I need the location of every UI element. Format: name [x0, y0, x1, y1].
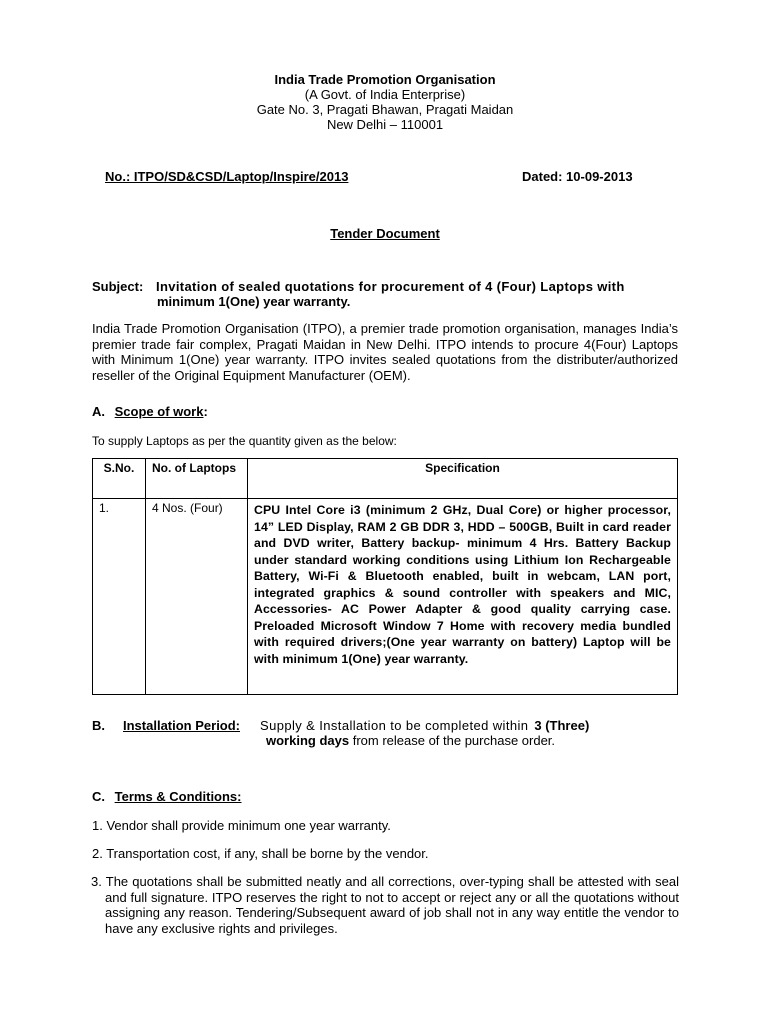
document-title: Tender Document — [330, 226, 440, 241]
header-sno: S.No. — [93, 459, 146, 499]
subject-line-1: Invitation of sealed quotations for procurement of 4 (Four) Laptops with — [156, 279, 625, 294]
terms-item-3-text: 3. The quotations shall be submitted neatly and all corrections, over-typing shall be attested with seal and full signature. ITPO reserves the right to not to accept or reject any or all the quotations without assigning any reason. Tendering/Subsequent award of job shall not in any way entitle the vendor to have any exclusive rights and privileges. — [91, 874, 679, 936]
section-c-title: Terms & Conditions: — [114, 789, 242, 804]
cell-qty: 4 Nos. (Four) — [146, 499, 248, 695]
section-a-lead: To supply Laptops as per the quantity given as the below: — [92, 434, 397, 448]
terms-item-2: 2. Transportation cost, if any, shall be borne by the vendor. — [92, 846, 429, 861]
section-c-letter: C. — [92, 789, 105, 804]
cell-spec — [248, 499, 678, 695]
subject-line-2: minimum 1(One) year warranty. — [157, 294, 351, 309]
intro-paragraph: India Trade Promotion Organisation (ITPO), a premier trade promotion organisation, manages India’s premier trade fair complex, Pragati Maidan in New Delhi. ITPO intends to procure 4(Four) Laptops with Minimum 1(One) year warranty. ITPO invites sealed quotations from the distributer/authorized reseller of the Original Equipment Manufacturer (OEM). — [92, 321, 678, 383]
section-b-duration: 3 (Three) — [534, 718, 590, 733]
reference-number: No.: ITPO/SD&CSD/Laptop/Inspire/2013 — [105, 169, 349, 184]
subject-label: Subject: — [92, 279, 144, 294]
section-c-heading — [92, 789, 242, 804]
header-specification: Specification — [248, 459, 678, 499]
table-row — [93, 499, 678, 695]
section-b-text-1: Supply & Installation to be completed within — [260, 718, 529, 733]
org-name: India Trade Promotion Organisation — [274, 72, 496, 87]
table-header-row — [93, 459, 678, 499]
reference-date: Dated: 10-09-2013 — [522, 169, 633, 184]
specification-table — [92, 458, 678, 695]
section-b — [92, 718, 682, 748]
section-b-text-2: from release of the purchase order. — [352, 733, 556, 748]
terms-item-1: 1. Vendor shall provide minimum one year warranty. — [92, 818, 391, 833]
org-subtitle: (A Govt. of India Enterprise) — [304, 87, 466, 102]
spec-text: CPU Intel Core i3 (minimum 2 GHz, Dual Core) or higher processor, 14” LED Display, RAM 2 GB DDR 3, HDD – 500GB, Built in card reader and DVD writer, Battery backup- minimum 4 Hrs. Battery Backup under standard working conditions using Lithium Ion Rechargeable Battery, Wi-Fi & Bluetooth enabled, built in webcam, LAN port, integrated graphics & sound controller with speakers and MIC, Accessories- AC Power Adapter & good quality carrying case. Preloaded Microsoft Window 7 Home with recovery media bundled with required drivers;(One year warranty on battery) Laptop will be with minimum 1(One) year warranty. — [254, 503, 671, 666]
section-a-title: Scope of work — [114, 404, 204, 419]
cell-sno: 1. — [93, 499, 146, 695]
section-b-working-days: working days — [266, 733, 350, 748]
terms-item-3 — [91, 874, 679, 936]
section-b-letter: B. — [92, 718, 105, 733]
section-a-colon: : — [203, 404, 208, 419]
header-no-of-laptops: No. of Laptops — [146, 459, 248, 499]
section-b-title: Installation Period: — [123, 718, 241, 733]
section-a-heading — [92, 404, 208, 419]
section-a-letter: A. — [92, 404, 105, 419]
address-line-1: Gate No. 3, Pragati Bhawan, Pragati Maidan — [256, 102, 514, 117]
address-line-2: New Delhi – 110001 — [326, 117, 444, 132]
subject-block — [92, 279, 678, 309]
